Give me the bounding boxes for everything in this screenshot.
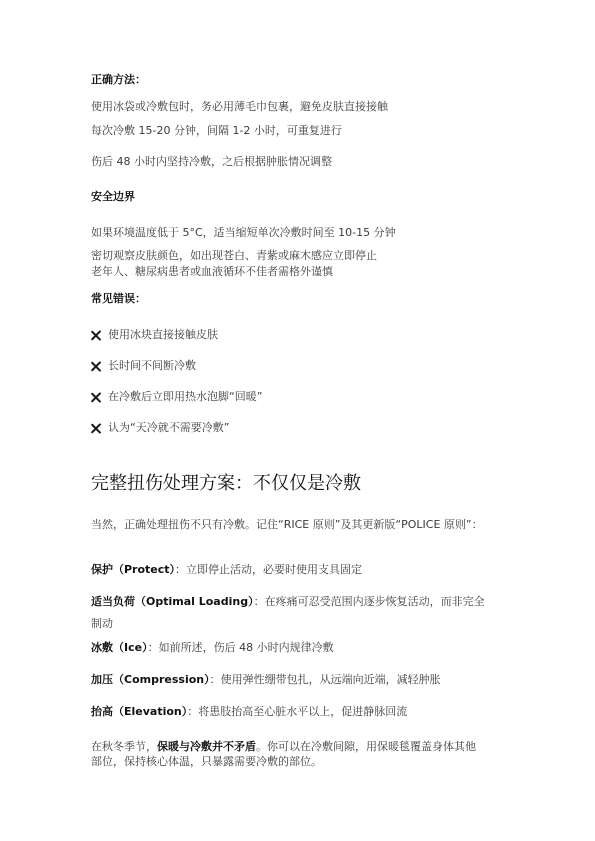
mistake-text: 认为“天冷就不需要冷敷” (108, 421, 230, 434)
plan-step (91, 673, 441, 687)
step-desc: ：立即停止活动，必要时使用支具固定 (175, 563, 363, 576)
safety-line-3: 老年人、糖尿病患者或血液循环不佳者需格外谨慎 (91, 265, 333, 278)
plan-step (91, 563, 362, 577)
step-term: 冰敷（Ice） (91, 641, 148, 654)
plan-intro: 当然，正确处理扭伤不只有冷敷。记住“RICE 原则”及其更新版“POLICE 原则”： (91, 518, 483, 531)
plan-step (91, 595, 485, 609)
step-desc: ：将患肢抬高至心脏水平以上，促进静脉回流 (187, 705, 408, 718)
step-desc: ：如前所述，伤后 48 小时内规律冷敷 (147, 641, 334, 654)
step-desc: 制动 (91, 617, 113, 630)
cross-mark-icon (91, 330, 102, 341)
plan-step (91, 705, 407, 719)
step-term: 抬高（Elevation） (91, 705, 188, 718)
step-desc: ：在疼痛可忍受范围内逐步恢复活动，而非完全 (253, 595, 485, 608)
cross-mark-icon (91, 392, 102, 403)
method-line-3: 伤后 48 小时内坚持冷敷，之后根据肿胀情况调整 (91, 155, 332, 168)
plan-step-continuation (91, 617, 113, 631)
section-title: 完整扭伤处理方案：不仅仅是冷敷 (91, 473, 361, 494)
closing-emphasis: 保暖与冷敷并不矛盾 (157, 740, 256, 753)
safety-heading: 安全边界 (91, 190, 135, 203)
mistake-item (91, 390, 262, 404)
step-term: 保护（Protect） (91, 563, 176, 576)
mistake-text: 在冷敷后立即用热水泡脚“回暖” (108, 390, 263, 403)
step-term: 加压（Compression） (91, 673, 210, 686)
cross-mark-icon (91, 361, 102, 372)
step-desc: ：使用弹性绷带包扎，从远端向近端，减轻肿胀 (209, 673, 441, 686)
mistakes-heading: 常见错误： (91, 292, 146, 305)
method-line-1: 使用冰袋或冷敷包时，务必用薄毛巾包裹，避免皮肤直接接触 (91, 100, 388, 113)
closing-paragraph-line-1 (91, 740, 476, 754)
mistake-item (91, 328, 218, 342)
cross-mark-icon (91, 423, 102, 434)
mistake-text: 使用冰块直接接触皮肤 (108, 328, 218, 341)
mistake-item (91, 359, 196, 373)
safety-line-2: 密切观察皮肤颜色，如出现苍白、青紫或麻木感应立即停止 (91, 249, 377, 262)
plan-step (91, 641, 334, 655)
mistake-text: 长时间不间断冷敷 (108, 359, 196, 372)
closing-text: 在秋冬季节， (91, 740, 157, 753)
step-term: 适当负荷（Optimal Loading） (91, 595, 254, 608)
safety-line-1: 如果环境温度低于 5°C，适当缩短单次冷敷时间至 10-15 分钟 (91, 226, 396, 239)
mistake-item (91, 421, 229, 435)
method-heading: 正确方法： (91, 73, 146, 86)
closing-text: 。你可以在冷敷间隙，用保暖毯覆盖身体其他 (256, 740, 476, 753)
closing-paragraph-line-2: 部位，保持核心体温，只暴露需要冷敷的部位。 (91, 755, 322, 768)
method-line-2: 每次冷敷 15-20 分钟，间隔 1-2 小时，可重复进行 (91, 124, 342, 137)
